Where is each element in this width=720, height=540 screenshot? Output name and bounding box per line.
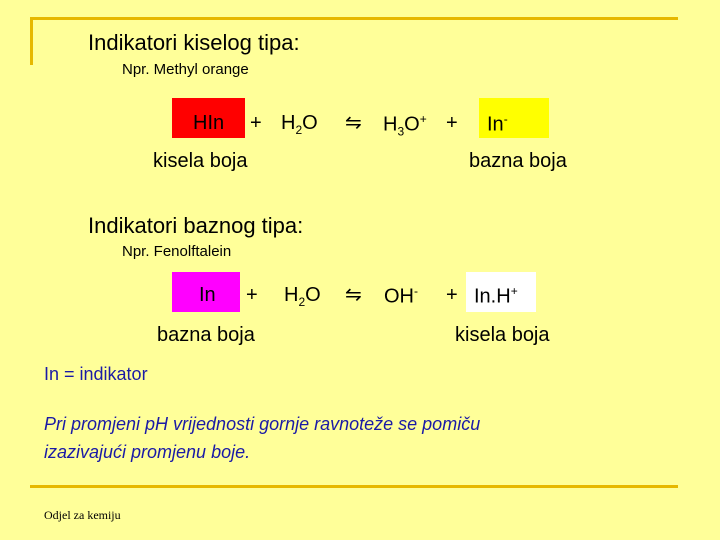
plus-sign: + — [446, 112, 458, 134]
water-formula: $H_2O$ — [284, 284, 321, 309]
protonated-indicator-formula: In.H+ — [474, 284, 518, 308]
acid-color-label: kisela boja — [455, 324, 550, 346]
acid-color-label: kisela boja — [153, 150, 248, 172]
hydroxide-formula: OH- — [384, 284, 418, 308]
footer-text: Odjel za kemiju — [44, 508, 121, 522]
hydronium-formula: $H_3O^+$ — [383, 112, 427, 139]
hin-formula: HIn — [193, 112, 225, 134]
equilibrium-arrow: ⇋ — [345, 284, 362, 306]
indicator-anion-formula: In- — [487, 112, 508, 136]
indicator-definition: In = indikator — [44, 364, 148, 384]
indicator-formula: In — [199, 284, 216, 306]
plus-sign: + — [250, 112, 262, 134]
plus-sign: + — [246, 284, 258, 306]
top-rule — [30, 17, 678, 20]
section2-example: Npr. Fenolftalein — [122, 243, 232, 260]
left-rule — [30, 17, 33, 65]
base-color-label: bazna boja — [469, 150, 567, 172]
note-line-2: izazivajući promjenu boje. — [44, 442, 251, 462]
water-formula: $H_2O$ — [281, 112, 318, 137]
section1-example: Npr. Methyl orange — [122, 61, 249, 78]
plus-sign: + — [446, 284, 458, 306]
equilibrium-arrow: ⇋ — [345, 112, 362, 134]
section1-title: Indikatori kiselog tipa: — [88, 30, 300, 55]
bottom-rule — [30, 485, 678, 488]
section2-title: Indikatori baznog tipa: — [88, 213, 304, 238]
base-color-label: bazna boja — [157, 324, 255, 346]
note-line-1: Pri promjeni pH vrijednosti gornje ravnoteže se pomiču — [44, 414, 481, 434]
